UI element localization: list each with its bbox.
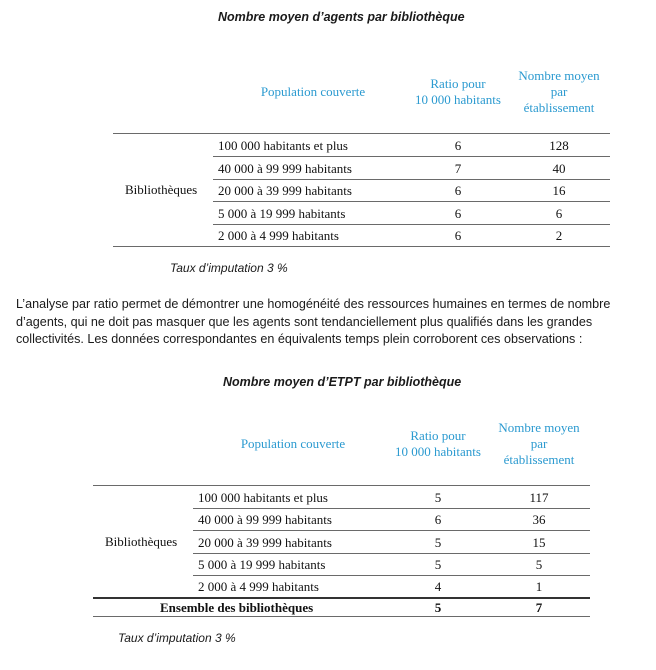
table2-row-pop: 2 000 à 4 999 habitants xyxy=(198,579,319,594)
body-paragraph xyxy=(16,296,646,349)
table2-row-nombre: 1 xyxy=(535,579,543,594)
table1-bottom-rule xyxy=(113,246,610,247)
table2-total-ratio: 5 xyxy=(434,600,442,615)
table2-row-ratio: 5 xyxy=(434,535,442,550)
table2-total-label: Ensemble des bibliothèques xyxy=(160,600,314,615)
table2-row-label: Bibliothèques xyxy=(105,534,178,549)
table2-row-pop: 5 000 à 19 999 habitants xyxy=(198,557,326,572)
table2-row-pop: 100 000 habitants et plus xyxy=(198,490,328,505)
table2-row-nombre: 5 xyxy=(535,557,543,572)
table1-row-ratio: 6 xyxy=(454,183,462,198)
table1-top-rule xyxy=(113,133,610,134)
table1-row-pop: 20 000 à 39 999 habitants xyxy=(218,183,352,198)
table1-row-ratio: 6 xyxy=(454,138,462,153)
table2-header-population: Population couverte xyxy=(240,436,346,451)
table1-row-rule xyxy=(213,201,610,202)
table2-top-rule xyxy=(93,485,590,486)
table2-header-ratio xyxy=(378,428,498,460)
table1-row-pop: 100 000 habitants et plus xyxy=(218,138,348,153)
table1-row-rule xyxy=(213,179,610,180)
table2-row-ratio: 5 xyxy=(434,557,442,572)
paragraph-line: d’agents, qui ne doit pas masquer que les agents sont tendanciellement plus qualifiés dans les grandes xyxy=(16,314,593,329)
paragraph-line: L’analyse par ratio permet de démontrer une homogénéité des ressources humaines en termes de nombre xyxy=(16,297,611,311)
table1-row-pop: 2 000 à 4 999 habitants xyxy=(218,228,339,243)
table1-row-nombre: 16 xyxy=(552,183,566,198)
table2-header-ratio-line2: 10 000 habitants xyxy=(395,444,481,459)
table1-header-nombre-line1: Nombre moyen xyxy=(518,68,600,83)
table1-row-nombre: 2 xyxy=(555,228,563,243)
table1-row-label: Bibliothèques xyxy=(125,182,198,197)
table1-row-pop: 40 000 à 99 999 habitants xyxy=(218,161,352,176)
table2-header-ratio-line1: Ratio pour xyxy=(410,428,466,443)
table1-row-nombre: 128 xyxy=(549,138,569,153)
table1-row-ratio: 7 xyxy=(454,161,462,176)
table1-header-nombre-line2: par xyxy=(550,84,568,99)
table1-note: Taux d’imputation 3 % xyxy=(170,261,288,275)
table1-header-ratio-line1: Ratio pour xyxy=(430,76,486,91)
table2-row-ratio: 4 xyxy=(434,579,442,594)
table2-row-rule xyxy=(193,530,590,531)
table2-row-rule xyxy=(193,508,590,509)
table1-header-nombre-line3: établissement xyxy=(523,100,595,115)
table1-header-nombre xyxy=(504,68,614,116)
table2-row-ratio: 5 xyxy=(434,490,442,505)
table2-bottom-rule xyxy=(93,616,590,617)
table2-row-rule xyxy=(193,553,590,554)
table2-header-nombre-line1: Nombre moyen xyxy=(498,420,580,435)
table2-row-pop: 40 000 à 99 999 habitants xyxy=(198,512,332,527)
table1-row-nombre: 40 xyxy=(552,161,566,176)
table2-header-nombre-line2: par xyxy=(530,436,548,451)
table1-header-ratio-line2: 10 000 habitants xyxy=(415,92,501,107)
table1-caption: Nombre moyen d’agents par bibliothèque xyxy=(218,10,465,24)
table1-header-population: Population couverte xyxy=(260,84,366,99)
paragraph-line: collectivités. Les données correspondantes en équivalents temps plein corroborent ces observations : xyxy=(16,332,583,346)
table2-header-nombre-line3: établissement xyxy=(503,452,575,467)
table1-row-ratio: 6 xyxy=(454,228,462,243)
table2-header-nombre xyxy=(484,420,594,468)
table1-row-rule xyxy=(213,224,610,225)
table2-row-nombre: 117 xyxy=(529,490,549,505)
table2-row-rule xyxy=(193,575,590,576)
table2-row-nombre: 36 xyxy=(532,512,546,527)
table2-row-ratio: 6 xyxy=(434,512,442,527)
table2-note: Taux d’imputation 3 % xyxy=(118,631,236,645)
table1-row-pop: 5 000 à 19 999 habitants xyxy=(218,206,346,221)
table1-row-nombre: 6 xyxy=(555,206,563,221)
table2-total-rule xyxy=(93,597,590,599)
table1-header-ratio xyxy=(398,76,518,108)
table2-total-nombre: 7 xyxy=(535,600,543,615)
table1-row-ratio: 6 xyxy=(454,206,462,221)
table1-row-rule xyxy=(213,156,610,157)
table2-row-nombre: 15 xyxy=(532,535,546,550)
table2-caption: Nombre moyen d’ETPT par bibliothèque xyxy=(223,375,462,389)
table2-row-pop: 20 000 à 39 999 habitants xyxy=(198,535,332,550)
